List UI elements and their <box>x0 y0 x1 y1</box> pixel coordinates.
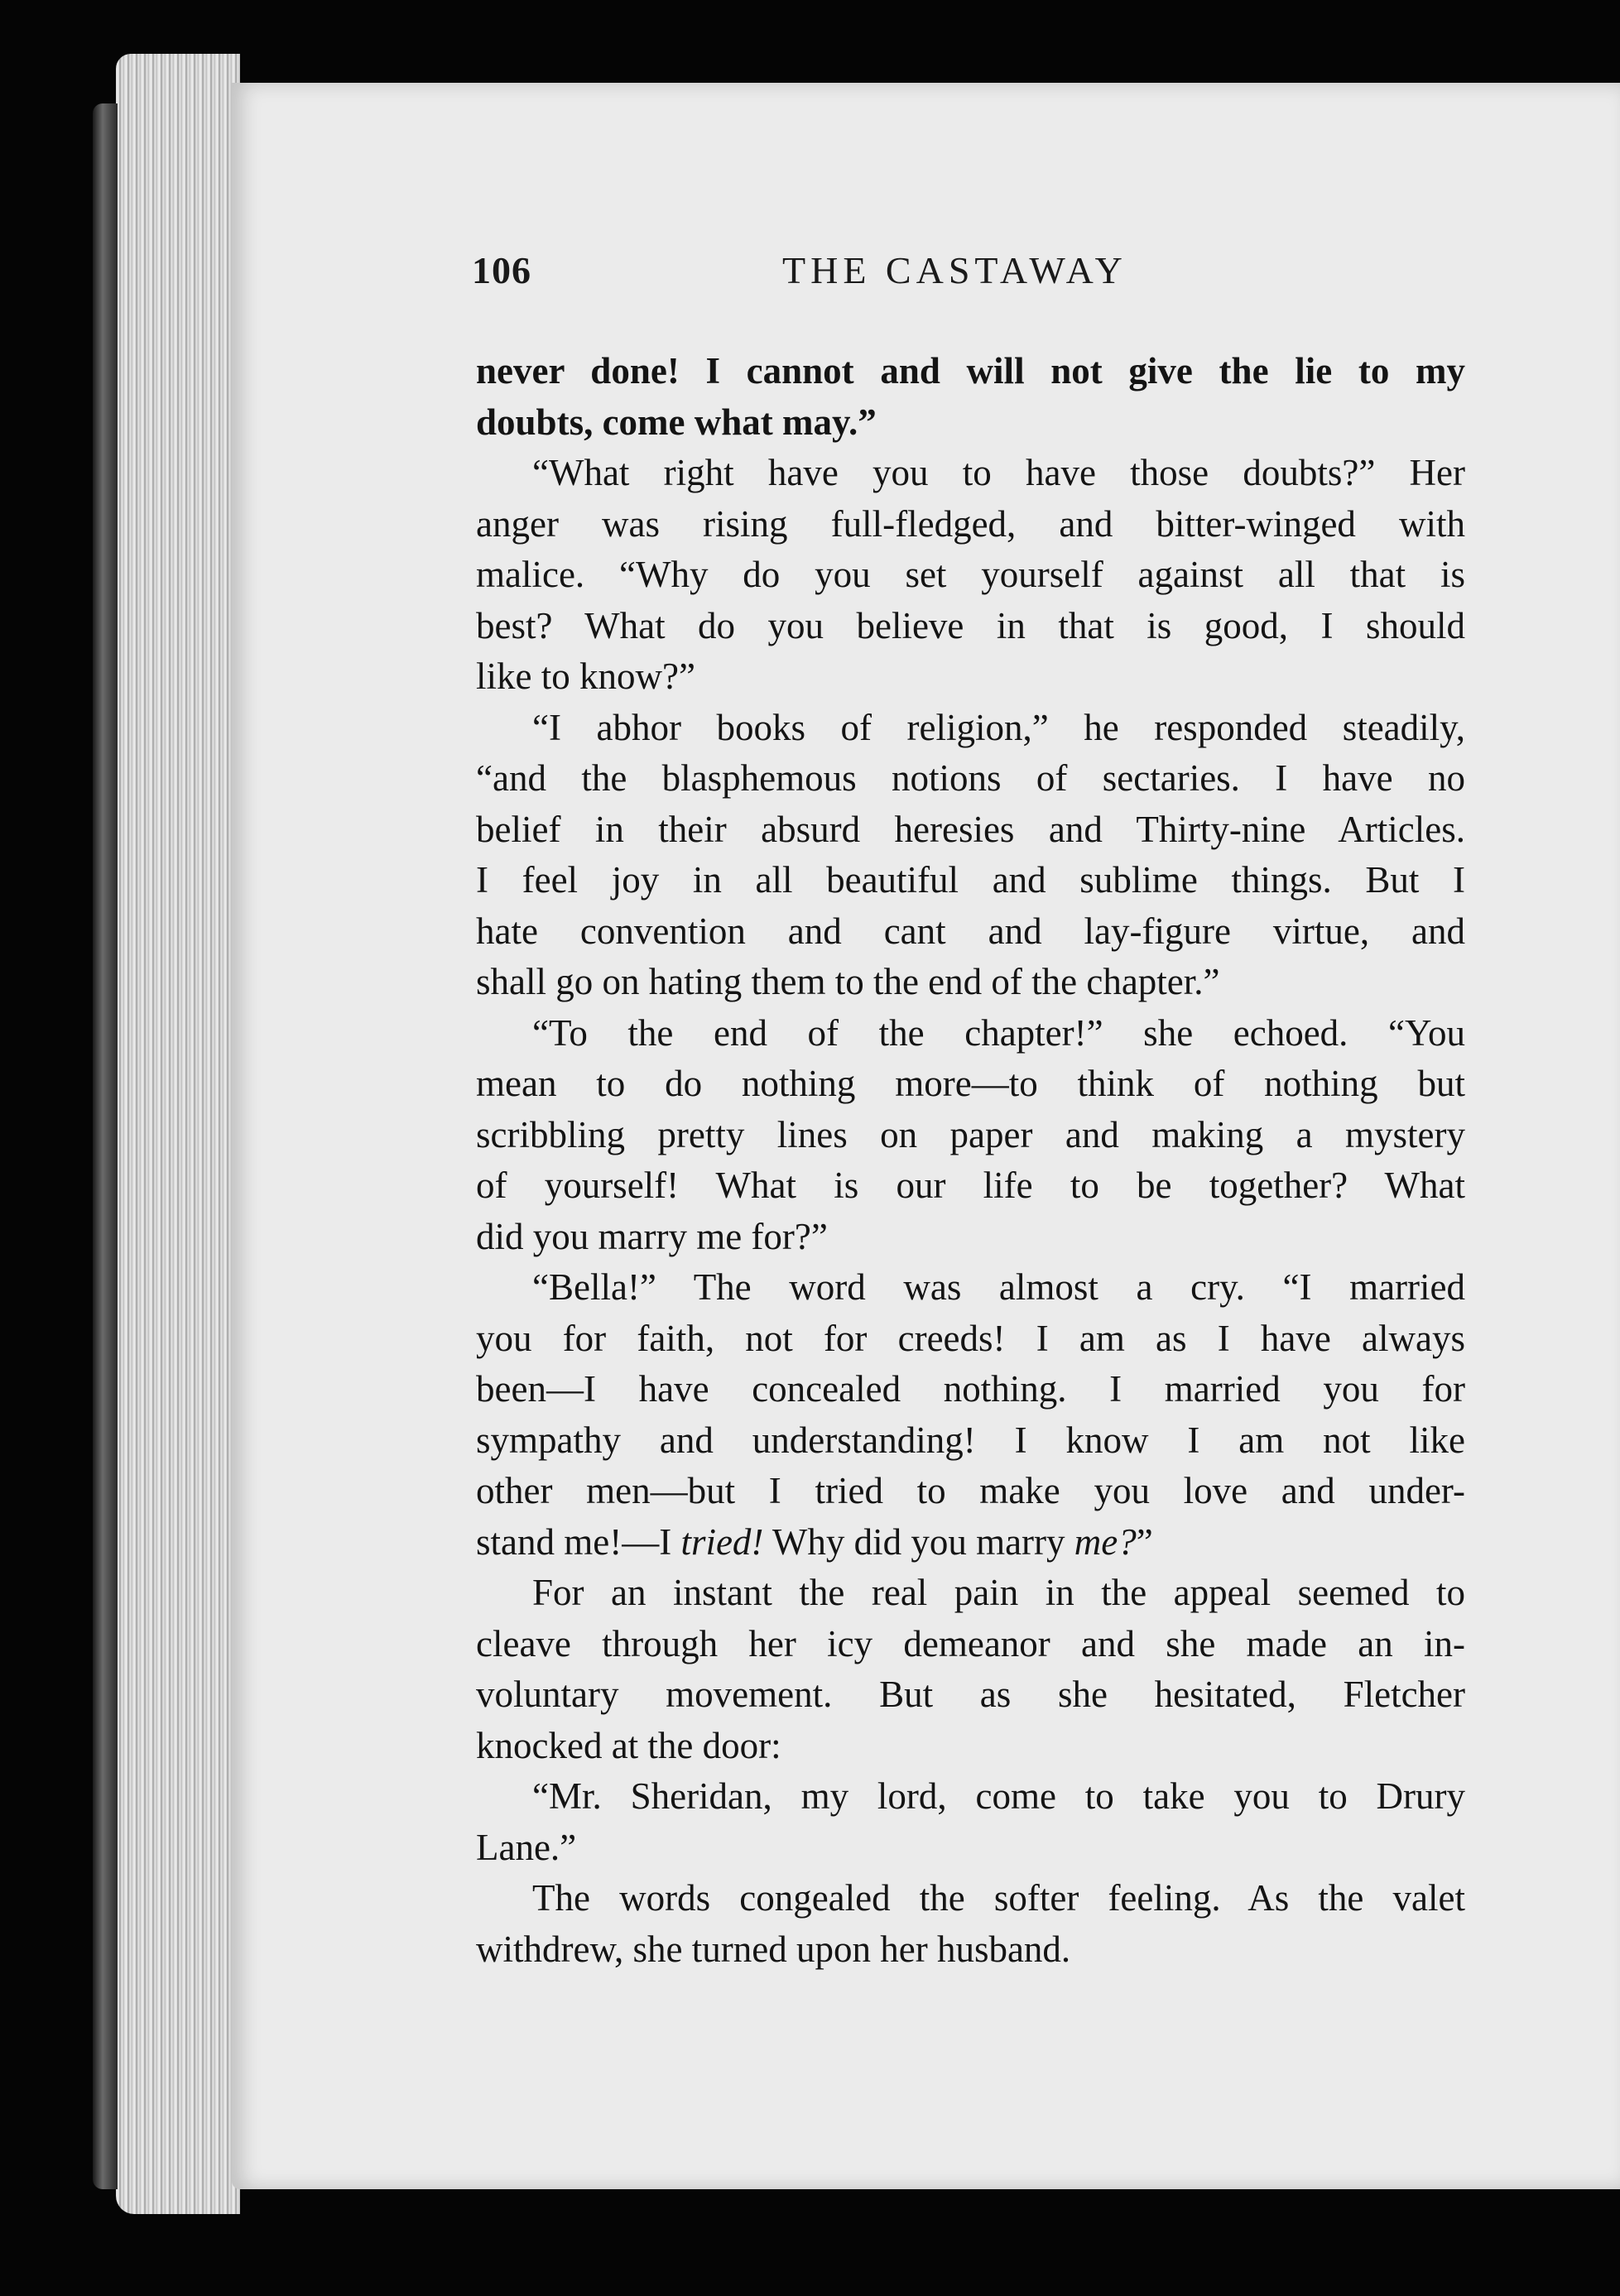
text-line: you for faith, not for creeds! I am as I have always <box>476 1317 1465 1359</box>
text-line: like to know?” <box>476 656 695 697</box>
page-number: 106 <box>472 249 531 291</box>
text-line: I feel joy in all beautiful and sublime things. But I <box>476 859 1465 901</box>
text-line: “and the blasphemous notions of sectaries. I have no <box>476 757 1465 799</box>
text-line: sympathy and understanding! I know I am not like <box>476 1419 1465 1461</box>
text-segment: Why did you marry <box>763 1520 1074 1563</box>
text-line: never done! I cannot and will not give the lie to my <box>476 350 1465 391</box>
text-line: The words congealed the softer feeling. As the valet <box>532 1877 1465 1919</box>
text-line: mean to do nothing more—to think of nothing but <box>476 1063 1465 1104</box>
text-line: belief in their absurd heresies and Thirty-nine Articles. <box>476 808 1465 850</box>
text-line: Lane.” <box>476 1826 577 1868</box>
text-line: been—I have concealed nothing. I married you for <box>476 1368 1465 1410</box>
text-line <box>476 1517 1465 1568</box>
text-line: cleave through her icy demeanor and she made an in- <box>476 1622 1465 1664</box>
page-header <box>472 248 1473 315</box>
body-text <box>476 346 1465 1975</box>
text-line: For an instant the real pain in the appeal seemed to <box>532 1572 1465 1613</box>
text-line: voluntary movement. But as she hesitated, Fletcher <box>476 1674 1465 1715</box>
text-line: “Bella!” The word was almost a cry. “I married <box>532 1266 1465 1308</box>
text-line: “I abhor books of religion,” he responded steadily, <box>532 706 1465 748</box>
text-line: withdrew, she turned upon her husband. <box>476 1928 1071 1970</box>
text-line: anger was rising full-fledged, and bitter-winged with <box>476 502 1465 545</box>
text-line: hate convention and cant and lay-figure virtue, and <box>476 910 1465 952</box>
italic-text: me? <box>1074 1520 1137 1563</box>
running-title: THE CASTAWAY <box>782 249 1127 291</box>
text-line: did you marry me for?” <box>476 1215 828 1257</box>
text-line: doubts, come what may.” <box>476 401 877 443</box>
text-line: knocked at the door: <box>476 1724 781 1766</box>
book-page-edges <box>116 54 240 2214</box>
text-segment: stand me!—I <box>476 1520 681 1563</box>
text-line: shall go on hating them to the end of the chapter.” <box>476 961 1220 1002</box>
text-line: scribbling pretty lines on paper and making a mystery <box>476 1113 1465 1155</box>
text-line: best? What do you believe in that is good, I should <box>476 604 1465 646</box>
text-line: malice. “Why do you set yourself against all that is <box>476 554 1465 595</box>
italic-text: tried! <box>680 1520 764 1563</box>
text-line: “Mr. Sheridan, my lord, come to take you to Drury <box>532 1775 1465 1817</box>
text-segment: ” <box>1136 1520 1153 1563</box>
text-line: “What right have you to have those doubts?” Her <box>532 452 1465 493</box>
text-line: other men—but I tried to make you love and under- <box>476 1470 1465 1511</box>
text-line: “To the end of the chapter!” she echoed. “You <box>532 1011 1465 1054</box>
text-line: of yourself! What is our life to be together? What <box>476 1165 1465 1206</box>
